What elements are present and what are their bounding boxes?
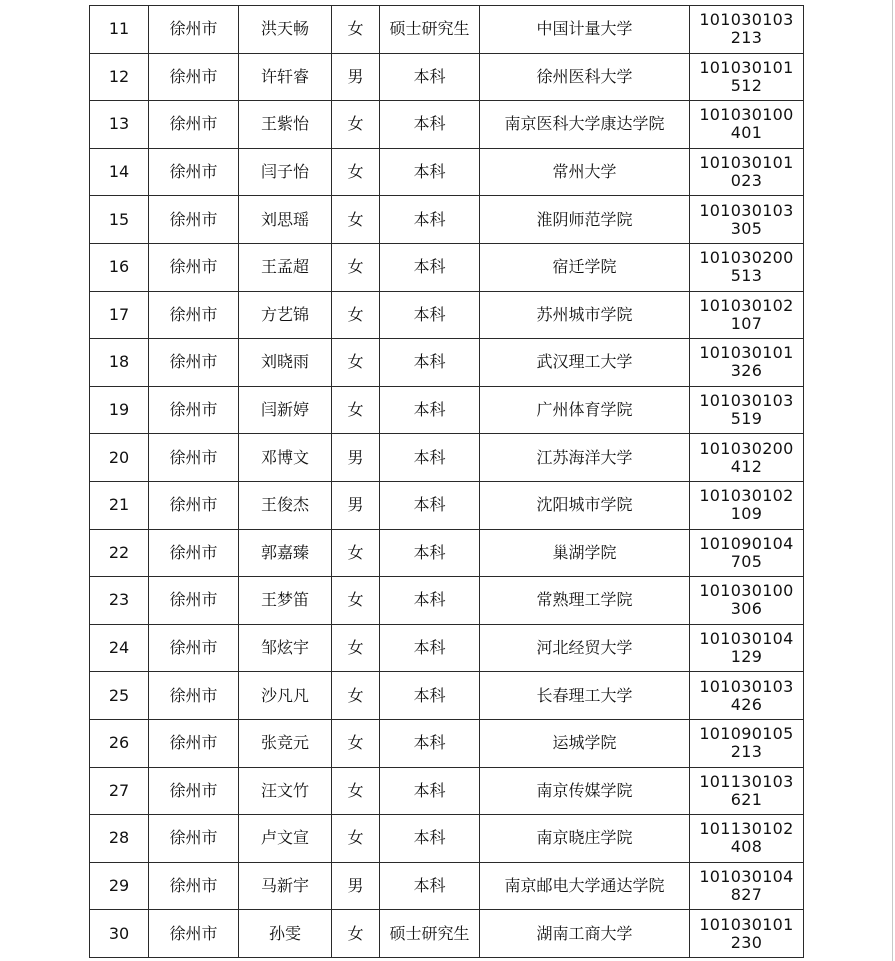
school-cell: 沈阳城市学院	[480, 481, 690, 529]
exam-id-line: 621	[730, 789, 763, 809]
name-cell: 王紫怡	[239, 101, 332, 149]
table-body	[90, 6, 804, 958]
gender-cell: 女	[332, 243, 380, 291]
exam-id-cell	[690, 148, 804, 196]
degree-cell: 本科	[380, 815, 480, 863]
row-number: 25	[90, 672, 149, 720]
gender-cell: 女	[332, 101, 380, 149]
row-number: 11	[90, 6, 149, 54]
row-number: 18	[90, 339, 149, 387]
exam-id-line: 230	[730, 932, 763, 952]
degree-cell: 本科	[380, 243, 480, 291]
name-cell: 闫子怡	[239, 148, 332, 196]
degree-cell: 本科	[380, 101, 480, 149]
school-cell: 广州体育学院	[480, 386, 690, 434]
name-cell: 张竞元	[239, 719, 332, 767]
degree-cell: 本科	[380, 624, 480, 672]
row-number: 14	[90, 148, 149, 196]
name-cell: 洪天畅	[239, 6, 332, 54]
name-cell: 方艺锦	[239, 291, 332, 339]
exam-id-cell	[690, 53, 804, 101]
gender-cell: 女	[332, 624, 380, 672]
table-row	[90, 767, 804, 815]
row-number: 12	[90, 53, 149, 101]
degree-cell: 硕士研究生	[380, 6, 480, 54]
table-row	[90, 101, 804, 149]
row-number: 28	[90, 815, 149, 863]
school-cell: 巢湖学院	[480, 529, 690, 577]
exam-id-line: 412	[730, 456, 763, 476]
exam-id-line: 101130103	[699, 771, 794, 791]
name-cell: 王俊杰	[239, 481, 332, 529]
exam-id-cell	[690, 339, 804, 387]
city-cell: 徐州市	[149, 434, 239, 482]
exam-id-line: 101030101	[699, 914, 794, 934]
row-number: 16	[90, 243, 149, 291]
city-cell: 徐州市	[149, 386, 239, 434]
exam-id-line: 107	[730, 313, 763, 333]
degree-cell: 本科	[380, 672, 480, 720]
table-row	[90, 291, 804, 339]
school-cell: 河北经贸大学	[480, 624, 690, 672]
degree-cell: 本科	[380, 53, 480, 101]
gender-cell: 女	[332, 291, 380, 339]
city-cell: 徐州市	[149, 196, 239, 244]
row-number: 30	[90, 910, 149, 958]
exam-id-line: 401	[730, 123, 763, 143]
city-cell: 徐州市	[149, 53, 239, 101]
school-cell: 湖南工商大学	[480, 910, 690, 958]
school-cell: 南京邮电大学通达学院	[480, 862, 690, 910]
school-cell: 南京医科大学康达学院	[480, 101, 690, 149]
city-cell: 徐州市	[149, 243, 239, 291]
exam-id-line: 306	[730, 599, 763, 619]
exam-id-line: 109	[730, 504, 763, 524]
school-cell: 常州大学	[480, 148, 690, 196]
exam-id-cell	[690, 101, 804, 149]
exam-id-cell	[690, 196, 804, 244]
school-cell: 徐州医科大学	[480, 53, 690, 101]
city-cell: 徐州市	[149, 577, 239, 625]
degree-cell: 本科	[380, 862, 480, 910]
city-cell: 徐州市	[149, 6, 239, 54]
gender-cell: 男	[332, 481, 380, 529]
degree-cell: 本科	[380, 481, 480, 529]
gender-cell: 女	[332, 719, 380, 767]
name-cell: 刘晓雨	[239, 339, 332, 387]
city-cell: 徐州市	[149, 862, 239, 910]
exam-id-line: 101090104	[699, 533, 794, 553]
exam-id-cell	[690, 815, 804, 863]
exam-id-line: 213	[730, 742, 763, 762]
table-row	[90, 53, 804, 101]
name-cell: 王孟超	[239, 243, 332, 291]
name-cell: 刘思瑶	[239, 196, 332, 244]
gender-cell: 男	[332, 862, 380, 910]
school-cell: 武汉理工大学	[480, 339, 690, 387]
row-number: 15	[90, 196, 149, 244]
exam-id-line: 101030103	[699, 10, 794, 30]
school-cell: 常熟理工学院	[480, 577, 690, 625]
degree-cell: 本科	[380, 339, 480, 387]
table-row	[90, 672, 804, 720]
table-row	[90, 434, 804, 482]
table-row	[90, 196, 804, 244]
table-row	[90, 577, 804, 625]
school-cell: 南京晓庄学院	[480, 815, 690, 863]
exam-id-line: 101030200	[699, 248, 794, 268]
city-cell: 徐州市	[149, 624, 239, 672]
exam-id-line: 101030102	[699, 295, 794, 315]
row-number: 17	[90, 291, 149, 339]
row-number: 20	[90, 434, 149, 482]
degree-cell: 本科	[380, 434, 480, 482]
exam-id-line: 101090105	[699, 724, 794, 744]
row-number: 13	[90, 101, 149, 149]
exam-id-line: 101030103	[699, 200, 794, 220]
gender-cell: 女	[332, 672, 380, 720]
school-cell: 淮阴师范学院	[480, 196, 690, 244]
exam-id-cell	[690, 6, 804, 54]
exam-id-line: 101030103	[699, 676, 794, 696]
degree-cell: 本科	[380, 719, 480, 767]
table-row	[90, 6, 804, 54]
city-cell: 徐州市	[149, 529, 239, 577]
name-cell: 郭嘉臻	[239, 529, 332, 577]
exam-id-line: 408	[730, 837, 763, 857]
gender-cell: 女	[332, 6, 380, 54]
exam-id-line: 101030101	[699, 57, 794, 77]
exam-id-cell	[690, 862, 804, 910]
exam-id-line: 101030100	[699, 105, 794, 125]
gender-cell: 女	[332, 339, 380, 387]
exam-id-line: 512	[730, 75, 763, 95]
exam-id-line: 101030200	[699, 438, 794, 458]
school-cell: 运城学院	[480, 719, 690, 767]
name-cell: 王梦笛	[239, 577, 332, 625]
exam-id-cell	[690, 291, 804, 339]
exam-id-line: 101030100	[699, 581, 794, 601]
table-row	[90, 386, 804, 434]
table-row	[90, 148, 804, 196]
table-row	[90, 481, 804, 529]
exam-id-line: 129	[730, 647, 763, 667]
exam-id-line: 705	[730, 551, 763, 571]
city-cell: 徐州市	[149, 767, 239, 815]
exam-id-cell	[690, 719, 804, 767]
candidate-table	[89, 5, 804, 958]
exam-id-cell	[690, 481, 804, 529]
name-cell: 马新宇	[239, 862, 332, 910]
name-cell: 邓博文	[239, 434, 332, 482]
exam-id-line: 023	[730, 171, 763, 191]
exam-id-line: 519	[730, 409, 763, 429]
exam-id-cell	[690, 529, 804, 577]
exam-id-line: 101030102	[699, 486, 794, 506]
school-cell: 中国计量大学	[480, 6, 690, 54]
gender-cell: 女	[332, 148, 380, 196]
school-cell: 苏州城市学院	[480, 291, 690, 339]
row-number: 24	[90, 624, 149, 672]
exam-id-line: 101030104	[699, 629, 794, 649]
degree-cell: 硕士研究生	[380, 910, 480, 958]
city-cell: 徐州市	[149, 910, 239, 958]
city-cell: 徐州市	[149, 815, 239, 863]
exam-id-line: 101030103	[699, 391, 794, 411]
exam-id-line: 827	[730, 884, 763, 904]
degree-cell: 本科	[380, 291, 480, 339]
city-cell: 徐州市	[149, 339, 239, 387]
city-cell: 徐州市	[149, 291, 239, 339]
table-row	[90, 815, 804, 863]
degree-cell: 本科	[380, 529, 480, 577]
exam-id-cell	[690, 577, 804, 625]
gender-cell: 女	[332, 577, 380, 625]
name-cell: 孙雯	[239, 910, 332, 958]
exam-id-cell	[690, 386, 804, 434]
exam-id-cell	[690, 672, 804, 720]
table-row	[90, 719, 804, 767]
gender-cell: 女	[332, 196, 380, 244]
name-cell: 邹炫宇	[239, 624, 332, 672]
name-cell: 汪文竹	[239, 767, 332, 815]
name-cell: 许轩睿	[239, 53, 332, 101]
exam-id-cell	[690, 910, 804, 958]
row-number: 29	[90, 862, 149, 910]
gender-cell: 男	[332, 434, 380, 482]
gender-cell: 女	[332, 529, 380, 577]
school-cell: 宿迁学院	[480, 243, 690, 291]
exam-id-cell	[690, 243, 804, 291]
row-number: 27	[90, 767, 149, 815]
gender-cell: 女	[332, 815, 380, 863]
table-row	[90, 910, 804, 958]
exam-id-cell	[690, 767, 804, 815]
gender-cell: 男	[332, 53, 380, 101]
exam-id-cell	[690, 434, 804, 482]
row-number: 23	[90, 577, 149, 625]
city-cell: 徐州市	[149, 101, 239, 149]
row-number: 21	[90, 481, 149, 529]
city-cell: 徐州市	[149, 481, 239, 529]
exam-id-line: 213	[730, 28, 763, 48]
degree-cell: 本科	[380, 386, 480, 434]
exam-id-line: 305	[730, 218, 763, 238]
row-number: 22	[90, 529, 149, 577]
exam-id-line: 101130102	[699, 819, 794, 839]
gender-cell: 女	[332, 767, 380, 815]
city-cell: 徐州市	[149, 719, 239, 767]
gender-cell: 女	[332, 910, 380, 958]
gender-cell: 女	[332, 386, 380, 434]
name-cell: 闫新婷	[239, 386, 332, 434]
exam-id-line: 426	[730, 694, 763, 714]
degree-cell: 本科	[380, 767, 480, 815]
school-cell: 江苏海洋大学	[480, 434, 690, 482]
degree-cell: 本科	[380, 196, 480, 244]
name-cell: 卢文宣	[239, 815, 332, 863]
name-cell: 沙凡凡	[239, 672, 332, 720]
exam-id-line: 101030101	[699, 343, 794, 363]
exam-id-cell	[690, 624, 804, 672]
page-edge	[892, 0, 893, 961]
exam-id-line: 101030101	[699, 153, 794, 173]
table-row	[90, 243, 804, 291]
city-cell: 徐州市	[149, 672, 239, 720]
table-row	[90, 529, 804, 577]
table-row	[90, 862, 804, 910]
row-number: 19	[90, 386, 149, 434]
degree-cell: 本科	[380, 577, 480, 625]
school-cell: 南京传媒学院	[480, 767, 690, 815]
exam-id-line: 101030104	[699, 866, 794, 886]
row-number: 26	[90, 719, 149, 767]
degree-cell: 本科	[380, 148, 480, 196]
city-cell: 徐州市	[149, 148, 239, 196]
school-cell: 长春理工大学	[480, 672, 690, 720]
exam-id-line: 513	[730, 266, 763, 286]
exam-id-line: 326	[730, 361, 763, 381]
table-row	[90, 339, 804, 387]
table-row	[90, 624, 804, 672]
